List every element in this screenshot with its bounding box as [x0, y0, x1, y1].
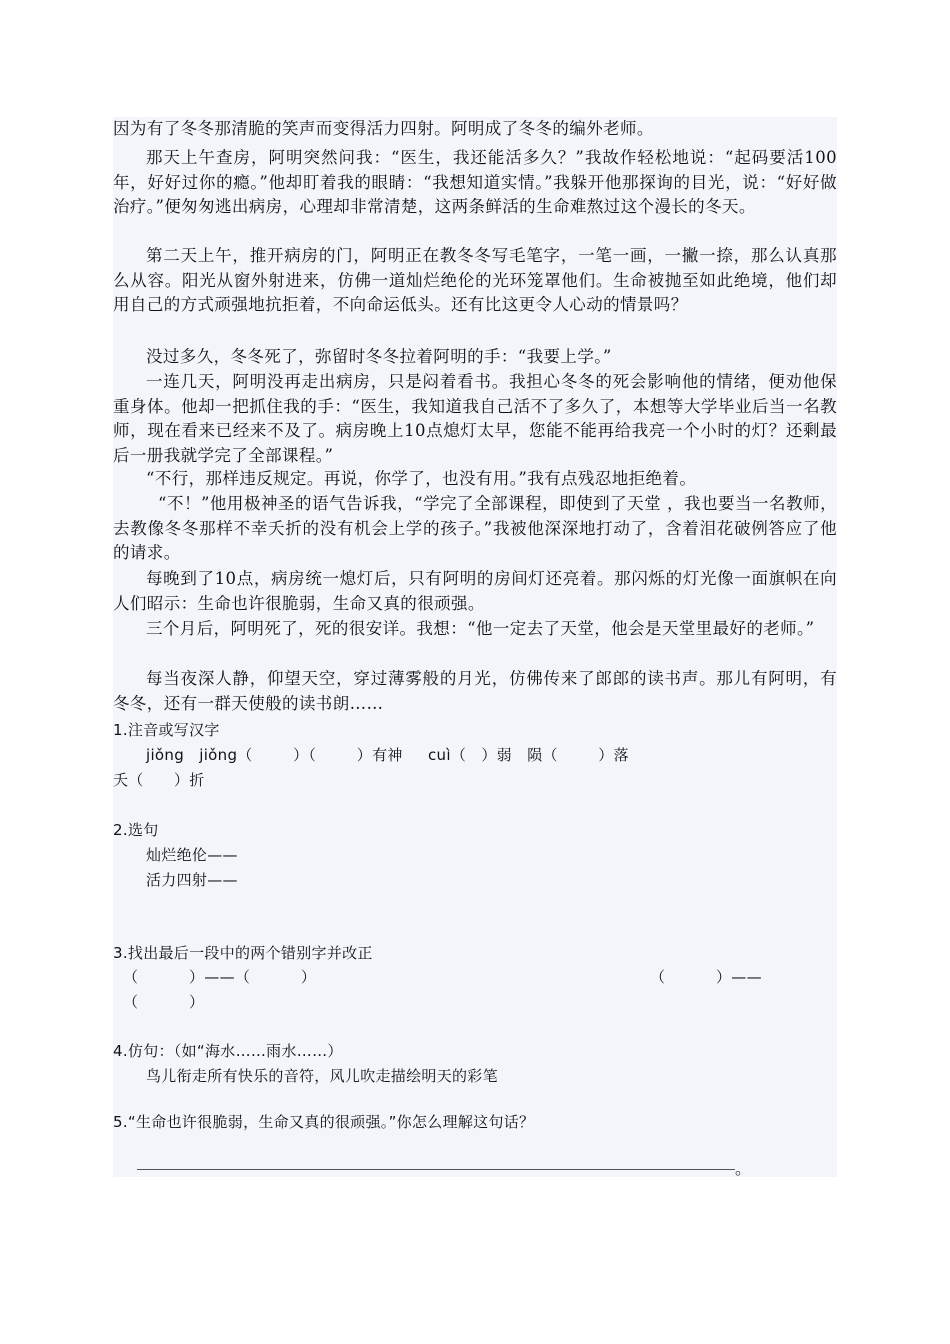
- question-3-answer-pair: （ ）——（ ）: [123, 968, 317, 986]
- passage-paragraph: 第二天上午，推开病房的门，阿明正在教冬冬写毛笔字，一笔一画，一撇一捺，那么认真那么从容。阳光从窗外射进来，仿佛一道灿烂绝伦的光环笼罩他们。生命被抛至如此绝境，他们却用自己的方式顽强地抗拒着，不向命运低头。还有比这更令人心动的情景吗？: [113, 246, 837, 314]
- question-5-answer-line[interactable]: [137, 1169, 735, 1170]
- question-2-title: 2.选句: [113, 821, 159, 839]
- passage-paragraph: 三个月后，阿明死了，死的很安详。我想：“他一定去了天堂，他会是天堂里最好的老师。”: [146, 619, 815, 638]
- passage-paragraph: 那天上午查房，阿明突然问我：“医生，我还能活多久？”我故作轻松地说：“起码要活100年，好好过你的瘾。”他却盯着我的眼睛：“我想知道实情。”我躲开他那探询的目光，说：“好好做治疗。”便匆匆逃出病房，心理却非常清楚，这两条鲜活的生命难熬过这个漫长的冬天。: [113, 148, 837, 216]
- question-1-pinyin-line: jiǒng jiǒng（ ）（ ）有神 cuì（ ）弱 陨（ ）落: [146, 746, 629, 764]
- question-3-answer-pair: （ ）——: [650, 968, 762, 986]
- question-4-example: 鸟儿衔走所有快乐的音符，风儿吹走描绘明天的彩笔: [146, 1067, 498, 1085]
- passage-paragraph: 没过多久，冬冬死了，弥留时冬冬拉着阿明的手：“我要上学。”: [146, 347, 612, 366]
- question-2-item: 灿烂绝伦——: [146, 846, 238, 864]
- question-5-end-mark: 。: [735, 1159, 752, 1178]
- question-2-item: 活力四射——: [146, 871, 238, 889]
- question-3-title: 3.找出最后一段中的两个错别字并改正: [113, 944, 373, 962]
- passage-paragraph: 每晚到了10点，病房统一熄灯后，只有阿明的房间灯还亮着。那闪烁的灯光像一面旗帜在向人们昭示：生命也许很脆弱，生命又真的很顽强。: [113, 569, 837, 613]
- question-3-answer-blank: （ ）: [123, 993, 205, 1011]
- passage-paragraph: 一连几天，阿明没再走出病房，只是闷着看书。我担心冬冬的死会影响他的情绪，便劝他保重身体。他却一把抓住我的手：“医生，我知道我自己活不了多久了，本想等大学毕业后当一名教师，现在看来已经来不及了。病房晚上10点熄灯太早，您能不能再给我亮一个小时的灯？还剩最后一册我就学完了全部课程。”: [113, 372, 837, 465]
- passage-paragraph: 每当夜深人静，仰望天空，穿过薄雾般的月光，仿佛传来了郎郎的读书声。那儿有阿明，有冬冬，还有一群天使般的读书朗……: [113, 669, 837, 713]
- question-1-title: 1.注音或写汉字: [113, 721, 220, 739]
- question-1-char-line: 夭（ ）折: [113, 771, 205, 789]
- question-4-title: 4.仿句：（如“海水……雨水……）: [113, 1042, 343, 1060]
- passage-paragraph: 因为有了冬冬那清脆的笑声而变得活力四射。阿明成了冬冬的编外老师。: [113, 119, 654, 138]
- passage-paragraph: “不！”他用极神圣的语气告诉我，“学完了全部课程，即使到了天堂 ，我也要当一名教师，去教像冬冬那样不幸夭折的没有机会上学的孩子。”我被他深深地打动了，含着泪花破例答应了他的请求。: [113, 494, 837, 562]
- passage-paragraph: “不行，那样违反规定。再说，你学了，也没有用。”我有点残忍地拒绝着。: [146, 469, 697, 488]
- question-5-title: 5.“生命也许很脆弱，生命又真的很顽强。”你怎么理解这句话？: [113, 1113, 535, 1131]
